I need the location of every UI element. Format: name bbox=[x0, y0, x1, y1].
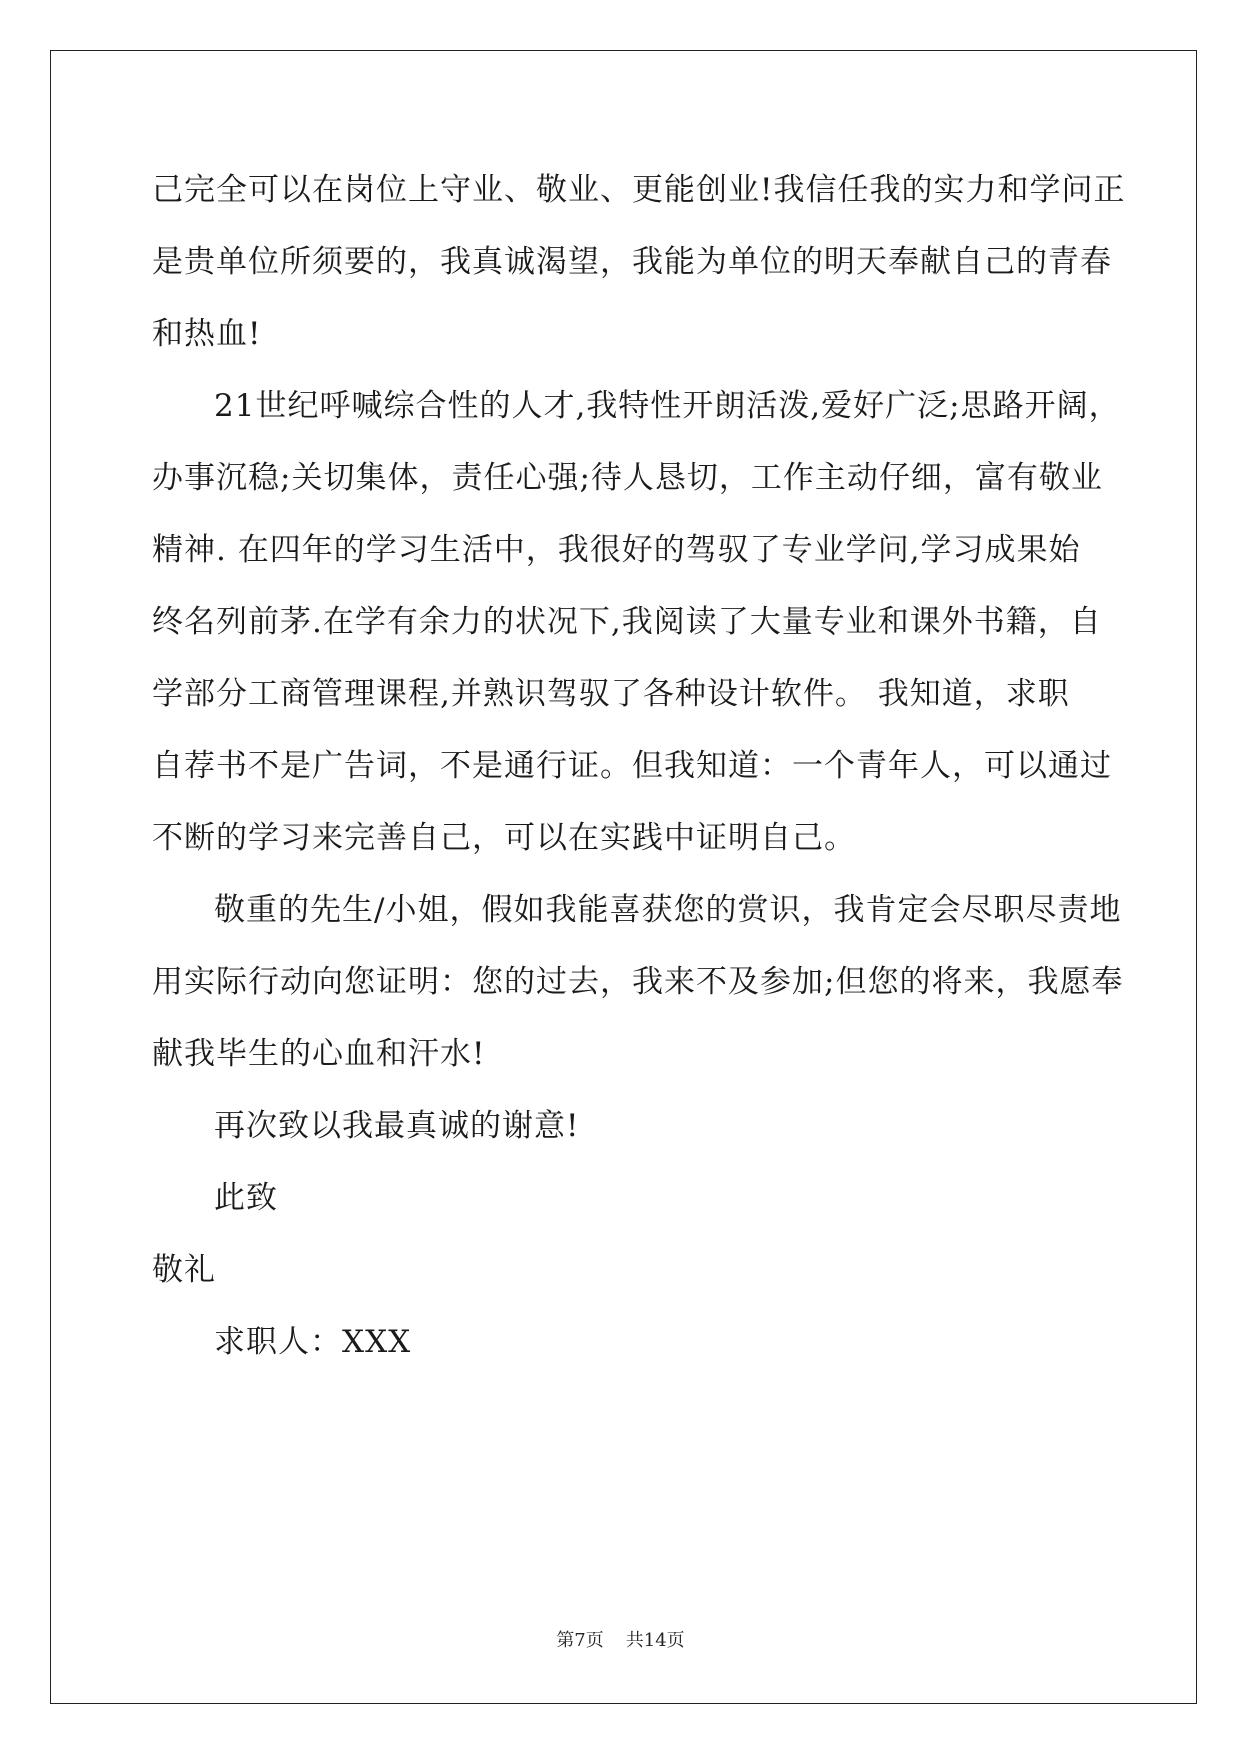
text-line: 是贵单位所须要的，我真诚渴望，我能为单位的明天奉献自己的青春 bbox=[152, 244, 1112, 280]
text-line: 献我毕生的心血和汗水! bbox=[152, 1036, 486, 1072]
text-line: 办事沉稳;关切集体，责任心强;待人恳切，工作主动仔细，富有敬业 bbox=[152, 460, 1103, 496]
text-line: 精神. 在四年的学习生活中，我很好的驾驭了专业学问,学习成果始 bbox=[152, 532, 1081, 568]
page-footer bbox=[0, 1626, 1241, 1652]
text-line: 敬重的先生/小姐，假如我能喜获您的赏识，我肯定会尽职尽责地 bbox=[214, 892, 1122, 928]
page-number: 第7页 bbox=[556, 1630, 604, 1651]
salutation-line: 敬礼 bbox=[152, 1252, 216, 1288]
page-total: 共14页 bbox=[625, 1630, 685, 1651]
text-line: 不断的学习来完善自己，可以在实践中证明自己。 bbox=[152, 820, 856, 856]
text-line: 终名列前茅.在学有余力的状况下,我阅读了大量专业和课外书籍，自 bbox=[152, 604, 1102, 640]
signature-line: 求职人：XXX bbox=[214, 1324, 412, 1360]
text-line: 和热血! bbox=[152, 316, 262, 352]
text-line: 学部分工商管理课程,并熟识驾驭了各种设计软件。 我知道，求职 bbox=[152, 676, 1070, 712]
text-line: 自荐书不是广告词，不是通行证。但我知道：一个青年人，可以通过 bbox=[152, 748, 1112, 784]
closing-line: 此致 bbox=[214, 1180, 278, 1216]
text-line: 再次致以我最真诚的谢意! bbox=[214, 1108, 580, 1144]
page-border bbox=[50, 50, 1197, 1704]
text-line: 用实际行动向您证明：您的过去，我来不及参加;但您的将来，我愿奉 bbox=[152, 964, 1124, 1000]
text-line: 21世纪呼喊综合性的人才,我特性开朗活泼,爱好广泛;思路开阔， bbox=[214, 388, 1121, 424]
text-line: 己完全可以在岗位上守业、敬业、更能创业!我信任我的实力和学问正 bbox=[152, 172, 1126, 208]
